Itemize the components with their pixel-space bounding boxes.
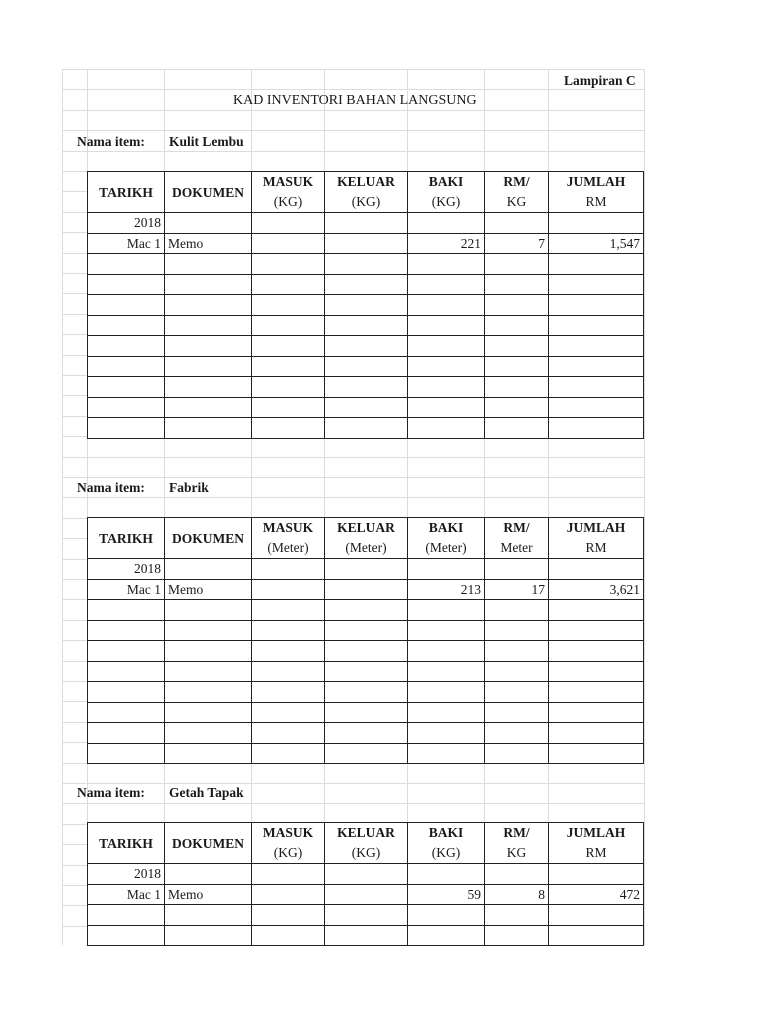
col-unit-balance: (KG) [408,192,485,213]
gridline [62,151,644,152]
table-row [88,579,644,600]
col-unit-total: RM [549,538,644,559]
inventory-table [87,517,644,764]
date-cell: Mac 1 [88,884,165,905]
table-row [88,864,644,885]
empty-cell [325,620,408,641]
empty-cell [408,418,485,439]
empty-cell [165,620,252,641]
empty-cell [88,377,165,398]
page-title: KAD INVENTORI BAHAN LANGSUNG [233,93,477,108]
empty-cell [252,723,325,744]
empty-cell [252,295,325,316]
col-unit-in: (KG) [252,192,325,213]
empty-cell [408,254,485,275]
col-unit-in: (Meter) [252,538,325,559]
empty-cell [88,336,165,357]
empty-cell [165,925,252,946]
year-cell: 2018 [88,213,165,234]
empty-cell [485,661,549,682]
empty-row [88,743,644,764]
empty-cell [325,600,408,621]
empty-row [88,641,644,662]
empty-cell [549,274,644,295]
empty-cell [325,641,408,662]
empty-cell [485,723,549,744]
col-header-in: MASUK [252,518,325,539]
col-header-doc: DOKUMEN [165,518,252,559]
gridline [62,783,644,784]
year-cell: 2018 [88,559,165,580]
col-header-rate: RM/ [485,172,549,193]
empty-cell [165,682,252,703]
empty-cell [485,377,549,398]
empty-cell [485,925,549,946]
empty-cell [252,377,325,398]
empty-row [88,620,644,641]
item-name: Kulit Lembu [169,134,244,149]
empty-cell [252,336,325,357]
empty-cell [549,661,644,682]
empty-cell [325,397,408,418]
item-name: Getah Tapak [169,785,244,800]
empty-cell [165,702,252,723]
empty-cell [165,641,252,662]
empty-row [88,274,644,295]
doc-cell: Memo [165,884,252,905]
empty-cell [549,743,644,764]
empty-cell [549,723,644,744]
col-header-doc: DOKUMEN [165,823,252,864]
col-unit-rate: KG [485,843,549,864]
col-header-balance: BAKI [408,172,485,193]
gridline [62,477,644,478]
empty-cell [325,418,408,439]
empty-cell [408,682,485,703]
empty-cell [325,905,408,926]
attachment-label: Lampiran C [564,73,636,88]
empty-row [88,661,644,682]
gridline [62,89,644,90]
empty-cell [252,397,325,418]
col-header-total: JUMLAH [549,172,644,193]
col-header-date: TARIKH [88,172,165,213]
empty-cell [408,925,485,946]
empty-cell [165,274,252,295]
empty-cell [408,356,485,377]
empty-cell [165,315,252,336]
empty-cell [165,723,252,744]
empty-cell [549,356,644,377]
empty-cell [408,315,485,336]
empty-cell [549,620,644,641]
empty-cell [88,661,165,682]
table-row [88,213,644,234]
empty-cell [485,682,549,703]
empty-cell [549,397,644,418]
empty-cell [88,620,165,641]
col-unit-balance: (KG) [408,843,485,864]
total-cell: 1,547 [549,233,644,254]
empty-row [88,925,644,946]
empty-cell [325,723,408,744]
empty-cell [408,620,485,641]
empty-row [88,723,644,744]
col-header-out: KELUAR [325,518,408,539]
empty-cell [325,702,408,723]
col-header-balance: BAKI [408,823,485,844]
empty-cell [165,905,252,926]
empty-row [88,397,644,418]
year-cell: 2018 [88,864,165,885]
empty-cell [408,397,485,418]
empty-cell [408,377,485,398]
empty-cell [165,661,252,682]
empty-cell [549,336,644,357]
empty-cell [549,600,644,621]
empty-cell [485,418,549,439]
empty-cell [165,295,252,316]
col-header-in: MASUK [252,172,325,193]
empty-cell [252,356,325,377]
gridline [62,457,644,458]
empty-cell [485,620,549,641]
empty-cell [165,377,252,398]
empty-cell [485,743,549,764]
col-header-date: TARIKH [88,518,165,559]
table-row [88,559,644,580]
col-unit-out: (KG) [325,843,408,864]
empty-cell [325,295,408,316]
empty-cell [252,641,325,662]
empty-cell [325,274,408,295]
empty-cell [485,702,549,723]
empty-cell [88,274,165,295]
inventory-table [87,822,644,946]
empty-cell [88,254,165,275]
gridline [62,497,644,498]
empty-cell [88,682,165,703]
empty-cell [252,315,325,336]
empty-row [88,336,644,357]
gridline [644,69,645,945]
date-cell: Mac 1 [88,579,165,600]
empty-cell [165,397,252,418]
empty-cell [485,254,549,275]
doc-cell: Memo [165,579,252,600]
col-header-date: TARIKH [88,823,165,864]
col-unit-rate: Meter [485,538,549,559]
empty-cell [252,600,325,621]
empty-cell [165,336,252,357]
col-header-rate: RM/ [485,823,549,844]
empty-row [88,356,644,377]
empty-cell [165,356,252,377]
empty-cell [252,702,325,723]
empty-cell [325,743,408,764]
empty-cell [88,905,165,926]
empty-cell [549,418,644,439]
date-cell: Mac 1 [88,233,165,254]
empty-cell [408,336,485,357]
col-header-rate: RM/ [485,518,549,539]
gridline [62,803,644,804]
balance-cell: 213 [408,579,485,600]
empty-cell [408,295,485,316]
gridline [62,69,644,70]
empty-cell [408,905,485,926]
empty-row [88,600,644,621]
col-header-total: JUMLAH [549,518,644,539]
empty-row [88,315,644,336]
empty-cell [485,397,549,418]
empty-cell [485,336,549,357]
empty-cell [88,295,165,316]
empty-cell [408,723,485,744]
balance-cell: 59 [408,884,485,905]
empty-cell [88,743,165,764]
inventory-table [87,171,644,439]
empty-cell [88,925,165,946]
empty-cell [485,905,549,926]
rate-cell: 7 [485,233,549,254]
item-label: Nama item: [77,785,145,800]
table-row [88,233,644,254]
item-name: Fabrik [169,480,209,495]
empty-cell [549,254,644,275]
empty-cell [485,600,549,621]
empty-cell [485,274,549,295]
col-unit-out: (KG) [325,192,408,213]
empty-cell [549,315,644,336]
empty-cell [252,925,325,946]
empty-cell [88,641,165,662]
empty-cell [252,254,325,275]
empty-cell [88,397,165,418]
empty-cell [165,743,252,764]
empty-row [88,905,644,926]
empty-cell [549,377,644,398]
rate-cell: 8 [485,884,549,905]
total-cell: 3,621 [549,579,644,600]
col-unit-rate: KG [485,192,549,213]
empty-cell [325,356,408,377]
empty-cell [485,356,549,377]
empty-cell [549,295,644,316]
empty-cell [88,600,165,621]
empty-cell [252,661,325,682]
empty-cell [252,905,325,926]
col-header-out: KELUAR [325,172,408,193]
empty-cell [408,743,485,764]
empty-cell [165,600,252,621]
gridline [62,130,644,131]
col-header-in: MASUK [252,823,325,844]
empty-row [88,377,644,398]
col-header-out: KELUAR [325,823,408,844]
col-header-total: JUMLAH [549,823,644,844]
empty-cell [408,641,485,662]
empty-cell [252,682,325,703]
col-unit-total: RM [549,843,644,864]
empty-row [88,295,644,316]
empty-cell [408,702,485,723]
col-unit-balance: (Meter) [408,538,485,559]
empty-cell [88,723,165,744]
empty-cell [549,905,644,926]
empty-row [88,254,644,275]
empty-cell [408,274,485,295]
col-unit-out: (Meter) [325,538,408,559]
empty-cell [549,682,644,703]
empty-cell [485,295,549,316]
doc-cell: Memo [165,233,252,254]
empty-cell [485,315,549,336]
empty-cell [252,743,325,764]
col-header-balance: BAKI [408,518,485,539]
empty-cell [408,661,485,682]
empty-cell [325,925,408,946]
empty-row [88,682,644,703]
empty-cell [252,620,325,641]
table-row [88,884,644,905]
empty-cell [325,682,408,703]
empty-cell [325,336,408,357]
empty-row [88,418,644,439]
empty-cell [485,641,549,662]
empty-cell [549,702,644,723]
empty-cell [325,315,408,336]
empty-cell [165,418,252,439]
col-unit-in: (KG) [252,843,325,864]
col-unit-total: RM [549,192,644,213]
empty-cell [165,254,252,275]
item-label: Nama item: [77,480,145,495]
rate-cell: 17 [485,579,549,600]
gridline [62,69,63,945]
empty-cell [325,661,408,682]
empty-cell [88,418,165,439]
empty-cell [88,315,165,336]
empty-cell [549,925,644,946]
empty-cell [325,377,408,398]
empty-cell [88,702,165,723]
col-header-doc: DOKUMEN [165,172,252,213]
empty-row [88,702,644,723]
empty-cell [408,600,485,621]
empty-cell [325,254,408,275]
empty-cell [252,418,325,439]
balance-cell: 221 [408,233,485,254]
empty-cell [88,356,165,377]
empty-cell [252,274,325,295]
item-label: Nama item: [77,134,145,149]
total-cell: 472 [549,884,644,905]
empty-cell [549,641,644,662]
